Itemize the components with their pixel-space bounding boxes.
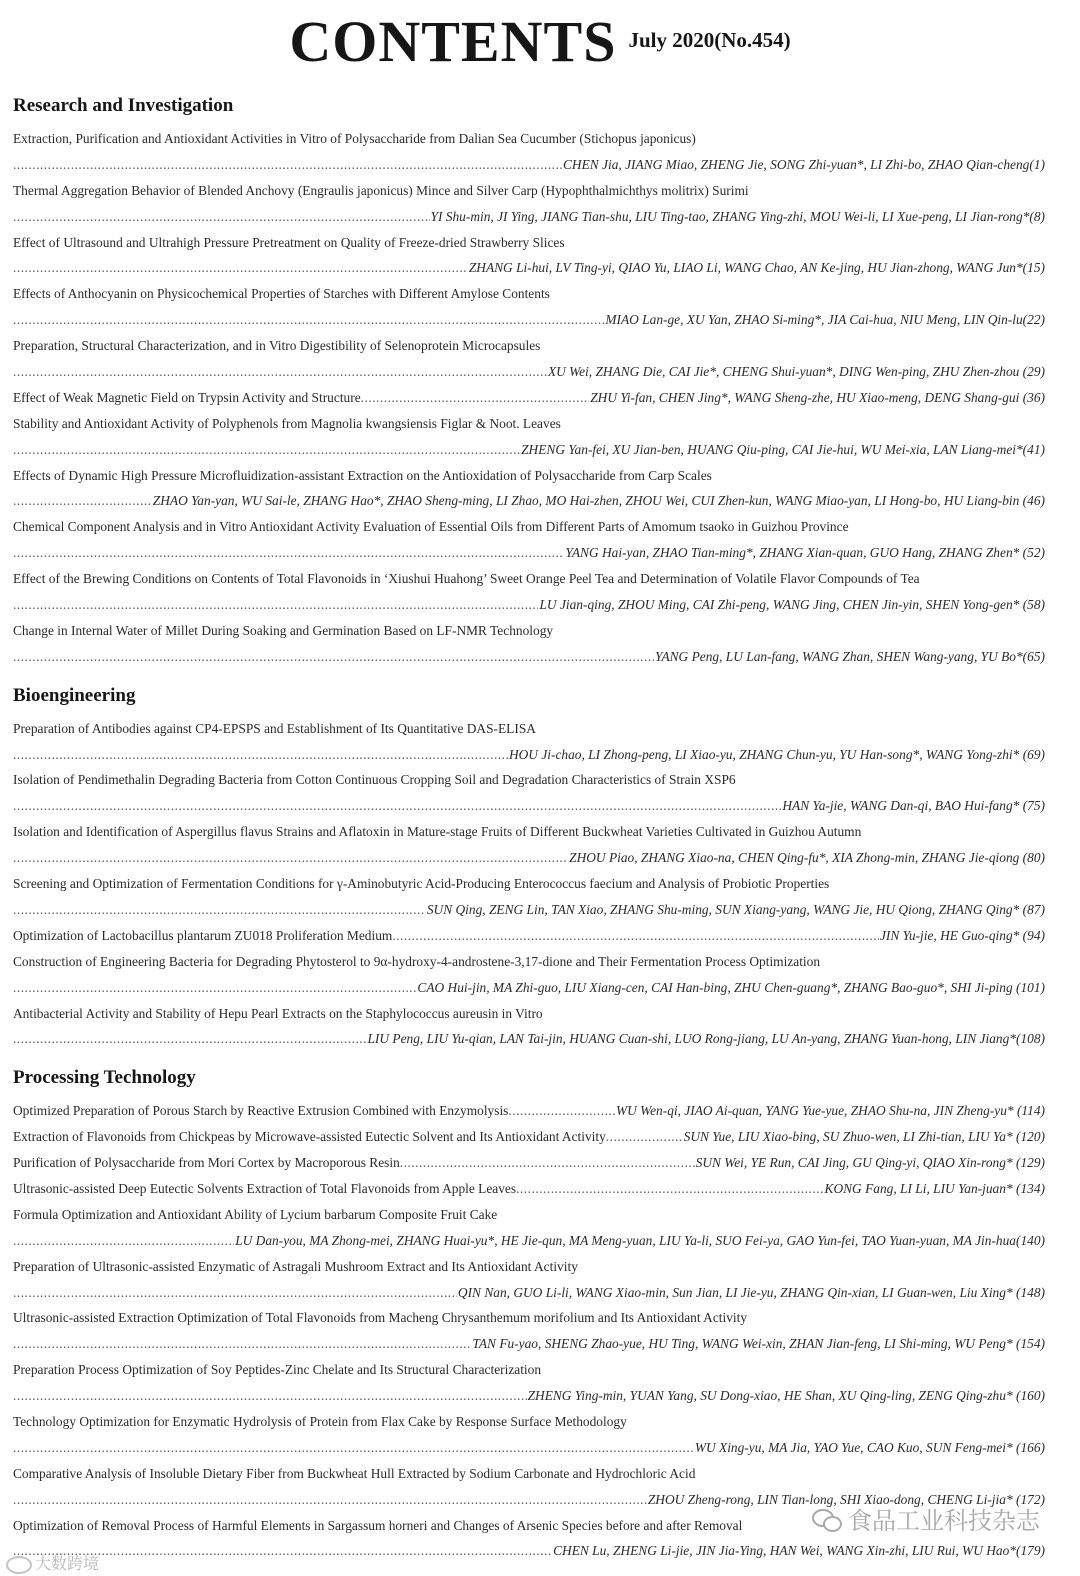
wechat-icon (812, 1507, 842, 1531)
toc-entry[interactable] (13, 385, 1045, 411)
toc-entry[interactable] (13, 126, 1045, 178)
toc-entry[interactable] (13, 411, 1045, 463)
entry-author-line (13, 359, 1045, 385)
dot-leader (13, 255, 468, 281)
page-header (0, 8, 1080, 74)
entry-author-line (13, 975, 1045, 1001)
entry-author-line (13, 540, 1045, 566)
entry-title: Technology Optimization for Enzymatic Hydrolysis of Protein from Flax Cake by Response Surface Methodology (13, 1413, 627, 1429)
entry-authors: TAN Fu-yao, SHENG Zhao-yue, HU Ting, WANG Wei-xin, ZHAN Jian-feng, LI Shi-ming, WU Peng* (154) (472, 1336, 1045, 1352)
entry-authors: WU Wen-qi, JIAO Ai-quan, YANG Yue-yue, ZHAO Shu-na, JIN Zheng-yu* (114) (616, 1103, 1045, 1119)
dot-leader (13, 1383, 527, 1409)
entry-authors: MIAO Lan-ge, XU Yan, ZHAO Si-ming*, JIA Cai-hua, NIU Meng, LIN Qin-lu(22) (605, 312, 1045, 328)
toc-section (13, 86, 1045, 676)
entry-title: Extraction, Purification and Antioxidant Activities in Vitro of Polysaccharide from Dalian Sea Cucumber (Stichopus japonicus) (13, 131, 696, 146)
dot-leader (13, 592, 538, 618)
entry-title: Effect of the Brewing Conditions on Contents of Total Flavonoids in ‘Xiushui Huahong’ Sweet Orange Peel Tea and Determination of Volatile Flavor Compounds of Tea (13, 571, 920, 587)
toc-entry[interactable] (13, 1202, 1045, 1254)
entry-authors: HAN Ya-jie, WANG Dan-qi, BAO Hui-fang* (75) (782, 798, 1045, 814)
dot-leader (13, 793, 781, 819)
dot-leader (13, 742, 508, 768)
entry-authors: ZHENG Yan-fei, XU Jian-ben, HUANG Qiu-ping, CAI Jie-hui, WU Mei-xia, LAN Liang-mei*(41) (521, 441, 1045, 457)
entry-line (13, 385, 1045, 411)
issue-label: July 2020(No.454) (628, 28, 791, 52)
toc-entry[interactable] (13, 923, 1045, 949)
entry-authors: ZHU Yi-fan, CHEN Jing*, WANG Sheng-zhe, HU Xiao-meng, DENG Shang-gui (36) (590, 389, 1045, 405)
dot-leader (13, 540, 564, 566)
dot-leader (13, 204, 430, 230)
entry-line (13, 1098, 1045, 1124)
entry-author-line (13, 592, 1045, 618)
dot-leader (361, 385, 590, 411)
watermark-left-text: 大数跨境 (35, 1554, 100, 1573)
entry-authors: WU Xing-yu, MA Jia, YAO Yue, CAO Kuo, SUN Feng-mei* (166) (694, 1439, 1045, 1455)
toc-entry[interactable] (13, 230, 1045, 282)
entry-title: Formula Optimization and Antioxidant Ability of Lycium barbarum Composite Fruit Cake (13, 1206, 498, 1222)
toc-entry[interactable] (13, 1124, 1045, 1150)
toc-entry[interactable] (13, 333, 1045, 385)
dot-leader (13, 437, 520, 463)
dot-leader (13, 1280, 457, 1306)
entry-author-line (13, 1331, 1045, 1357)
entry-author-line (13, 845, 1045, 871)
toc-entry[interactable] (13, 281, 1045, 333)
dot-leader (13, 359, 547, 385)
entry-author-line (13, 1435, 1045, 1461)
entry-author-line (13, 793, 1045, 819)
entry-title: Ultrasonic-assisted Extraction Optimization of Total Flavonoids from Macheng Chrysanthemum morifolium and Its Antioxidant Activity (13, 1310, 748, 1326)
toc-entry[interactable] (13, 618, 1045, 670)
toc-entry[interactable] (13, 463, 1045, 515)
entry-authors: SUN Qing, ZENG Lin, TAN Xiao, ZHANG Shu-ming, SUN Xiang-yang, WANG Jie, HU Qiong, ZHANG Qing* (87) (426, 901, 1045, 917)
entry-title: Effects of Anthocyanin on Physicochemical Properties of Starches with Different Amylose Contents (13, 286, 550, 302)
entry-title: Optimized Preparation of Porous Starch by Reactive Extrusion Combined with Enzymolysis (13, 1103, 509, 1119)
entry-author-line (13, 437, 1045, 463)
section-title: Research and Investigation (13, 95, 234, 116)
entry-title: Thermal Aggregation Behavior of Blended Anchovy (Engraulis japonicus) Mince and Silver Carp (Hypophthalmichthys molitrix) Surimi (13, 182, 749, 198)
entry-title: Isolation of Pendimethalin Degrading Bacteria from Cotton Continuous Cropping Soil and Degradation Characteristics of Strain XSP6 (13, 772, 736, 788)
entry-authors: YI Shu-min, JI Ying, JIANG Tian-shu, LIU Ting-tao, ZHANG Ying-zhi, MOU Wei-li, LI Xue-peng, LI Jian-rong*(8) (430, 208, 1045, 224)
entry-authors: LIU Peng, LIU Yu-qian, LAN Tai-jin, HUANG Cuan-shi, LUO Rong-jiang, LU An-yang, ZHANG Yuan-hong, LIN Jiang*(108) (367, 1031, 1045, 1047)
entry-line (13, 1124, 1045, 1150)
dot-leader (13, 488, 152, 514)
entry-title: Isolation and Identification of Aspergillus flavus Strains and Aflatoxin in Mature-stage Fruits of Different Buckwheat Varieties Cultivated in Guizhou Autumn (13, 824, 862, 840)
entry-title: Preparation of Ultrasonic-assisted Enzymatic of Astragali Mushroom Extract and Its Antioxidant Activity (13, 1258, 578, 1274)
entry-authors: LU Jian-qing, ZHOU Ming, CAI Zhi-peng, WANG Jing, CHEN Jin-yin, SHEN Yong-gen* (58) (539, 597, 1045, 613)
entry-authors: ZHOU Piao, ZHANG Xiao-na, CHEN Qing-fu*, XIA Zhong-min, ZHANG Jie-qiong (80) (569, 850, 1045, 866)
brand-logo-icon (6, 1556, 32, 1574)
toc-entry[interactable] (13, 178, 1045, 230)
entry-author-line (13, 1383, 1045, 1409)
entry-title: Extraction of Flavonoids from Chickpeas by Microwave-assisted Eutectic Solvent and Its Antioxidant Activity (13, 1129, 606, 1145)
dot-leader (516, 1176, 823, 1202)
entry-title: Antibacterial Activity and Stability of Hepu Pearl Extracts on the Staphylococcus aureusin in Vitro (13, 1005, 543, 1021)
entry-authors: ZHENG Ying-min, YUAN Yang, SU Dong-xiao, HE Shan, XU Qing-ling, ZENG Qing-zhu* (160) (527, 1388, 1045, 1404)
watermark-left (6, 1551, 99, 1574)
toc-entry[interactable] (13, 1254, 1045, 1306)
entry-authors: KONG Fang, LI Li, LIU Yan-juan* (134) (824, 1180, 1045, 1196)
entry-author-line (13, 204, 1045, 230)
entry-line (13, 1150, 1045, 1176)
toc-entry[interactable] (13, 1409, 1045, 1461)
entry-author-line (13, 255, 1045, 281)
table-of-contents (13, 86, 1045, 1564)
entry-authors: CHEN Lu, ZHENG Li-jie, JIN Jia-Ying, HAN Wei, WANG Xin-zhi, LIU Rui, WU Hao*(179) (553, 1543, 1045, 1559)
toc-entry[interactable] (13, 1176, 1045, 1202)
toc-entry[interactable] (13, 949, 1045, 1001)
entry-authors: SUN Yue, LIU Xiao-bing, SU Zhuo-wen, LI Zhi-tian, LIU Ya* (120) (683, 1129, 1045, 1145)
entry-author-line (13, 488, 1045, 514)
entry-title: Comparative Analysis of Insoluble Dietary Fiber from Buckwheat Hull Extracted by Sodium Carbonate and Hydrochloric Acid (13, 1465, 696, 1481)
toc-entry[interactable] (13, 819, 1045, 871)
entry-authors: JIN Yu-jie, HE Guo-qing* (94) (879, 927, 1045, 943)
entry-authors: CAO Hui-jin, MA Zhi-guo, LIU Xiang-cen, CAI Han-bing, ZHU Chen-guang*, ZHANG Bao-guo*, SHI Ji-ping (101) (417, 979, 1045, 995)
entry-authors: SUN Wei, YE Run, CAI Jing, GU Qing-yi, QIAO Xin-rong* (129) (695, 1155, 1045, 1171)
entry-authors: LU Dan-you, MA Zhong-mei, ZHANG Huai-yu*, HE Jie-qun, MA Meng-yuan, LIU Ya-li, SUO Fei-ya, GAO Yun-fei, TAO Yuan-yuan, MA Jin-hua(140) (235, 1232, 1045, 1248)
section-title: Bioengineering (13, 684, 136, 706)
entry-title: Purification of Polysaccharide from Mori Cortex by Macroporous Resin (13, 1155, 400, 1171)
toc-section (13, 1058, 1045, 1564)
dot-leader (508, 1098, 615, 1124)
entry-author-line (13, 307, 1045, 333)
entry-author-line (13, 152, 1045, 178)
entry-author-line (13, 1026, 1045, 1052)
toc-entry[interactable] (13, 767, 1045, 819)
entry-title: Effect of Weak Magnetic Field on Trypsin Activity and Structure (13, 389, 361, 405)
dot-leader (392, 923, 879, 949)
toc-entry[interactable] (13, 1357, 1045, 1409)
dot-leader (13, 1435, 694, 1461)
entry-title: Preparation of Antibodies against CP4-EPSPS and Establishment of Its Quantitative DAS-ELISA (13, 720, 536, 736)
section-title: Processing Technology (13, 1067, 196, 1089)
dot-leader (13, 975, 416, 1001)
entry-title: Chemical Component Analysis and in Vitro Antioxidant Activity Evaluation of Essential Oils from Different Parts of Amomum tsaoko in Guizhou Province (13, 519, 849, 535)
dot-leader (13, 152, 562, 178)
toc-entry[interactable] (13, 1150, 1045, 1176)
entry-authors: YANG Hai-yan, ZHAO Tian-ming*, ZHANG Xian-quan, GUO Hang, ZHANG Zhen* (52) (565, 545, 1045, 561)
entry-title: Stability and Antioxidant Activity of Polyphenols from Magnolia kwangsiensis Figlar & Noot. Leaves (13, 415, 561, 431)
entry-authors: ZHOU Zheng-rong, LIN Tian-long, SHI Xiao-dong, CHENG Li-jia* (172) (647, 1491, 1045, 1507)
toc-entry[interactable] (13, 1001, 1045, 1053)
toc-entry[interactable] (13, 566, 1045, 618)
entry-authors: YANG Peng, LU Lan-fang, WANG Zhan, SHEN Wang-yang, YU Bo*(65) (654, 648, 1045, 664)
entry-title: Effect of Ultrasound and Ultrahigh Pressure Pretreatment on Quality of Freeze-dried Strawberry Slices (13, 234, 565, 250)
dot-leader (400, 1150, 695, 1176)
toc-entry[interactable] (13, 871, 1045, 923)
entry-authors: ZHAO Yan-yan, WU Sai-le, ZHANG Hao*, ZHAO Sheng-ming, LI Zhao, MO Hai-zhen, ZHOU Wei, CUI Zhen-kun, WANG Miao-yan, LI Hong-bo, HU Liang-bin (46) (152, 493, 1045, 509)
entry-authors: ZHANG Li-hui, LV Ting-yi, QIAO Yu, LIAO Li, WANG Chao, AN Ke-jing, HU Jian-zhong, WANG Jun*(15) (468, 260, 1045, 276)
entry-author-line (13, 644, 1045, 670)
entry-title: Effects of Dynamic High Pressure Microfluidization-assistant Extraction on the Antioxidation of Polysaccharide from Carp Scales (13, 467, 712, 483)
entry-title: Optimization of Lactobacillus plantarum ZU018 Proliferation Medium (13, 927, 393, 943)
entry-title: Preparation Process Optimization of Soy Peptides-Zinc Chelate and Its Structural Characterization (13, 1362, 542, 1378)
entry-line (13, 1176, 1045, 1202)
entry-title: Screening and Optimization of Fermentation Conditions for γ-Aminobutyric Acid-Producing Enterococcus faecium and Analysis of Probiotic Properties (13, 876, 830, 892)
toc-entry[interactable] (13, 1098, 1045, 1124)
entry-authors: XU Wei, ZHANG Die, CAI Jie*, CHENG Shui-yuan*, DING Wen-ping, ZHU Zhen-zhou (29) (547, 364, 1045, 380)
dot-leader (13, 307, 604, 333)
dot-leader (13, 1026, 366, 1052)
toc-entry[interactable] (13, 1305, 1045, 1357)
dot-leader (13, 845, 568, 871)
dot-leader (606, 1124, 683, 1150)
entry-author-line (13, 897, 1045, 923)
toc-section (13, 676, 1045, 1059)
entry-authors: HOU Ji-chao, LI Zhong-peng, LI Xiao-yu, ZHANG Chun-yu, YU Han-song*, WANG Yong-zhi* (69) (508, 746, 1045, 762)
toc-entry[interactable] (13, 514, 1045, 566)
entry-author-line (13, 1538, 1045, 1564)
dot-leader (13, 1331, 471, 1357)
toc-entry[interactable] (13, 716, 1045, 768)
entry-title: Construction of Engineering Bacteria for Degrading Phytosterol to 9α-hydroxy-4-androstene-3,17-dione and Their Fermentation Process Optimization (13, 953, 821, 969)
entry-author-line (13, 1280, 1045, 1306)
dot-leader (13, 1228, 234, 1254)
entry-authors: QIN Nan, GUO Li-li, WANG Xiao-min, Sun Jian, LI Jie-yu, ZHANG Qin-xian, LI Guan-wen, Liu Xing* (148) (457, 1284, 1045, 1300)
entry-authors: CHEN Jia, JIANG Miao, ZHENG Jie, SONG Zhi-yuan*, LI Zhi-bo, ZHAO Qian-cheng(1) (562, 156, 1045, 172)
entry-title: Change in Internal Water of Millet During Soaking and Germination Based on LF-NMR Technology (13, 622, 554, 638)
dot-leader (13, 644, 654, 670)
dot-leader (13, 1487, 647, 1513)
watermark-right (812, 1501, 1040, 1536)
watermark-right-text: 食品工业科技杂志 (848, 1507, 1040, 1535)
entry-author-line (13, 1228, 1045, 1254)
dot-leader (13, 897, 426, 923)
entry-title: Preparation, Structural Characterization, and in Vitro Digestibility of Selenoprotein Microcapsules (13, 338, 541, 354)
entry-title: Optimization of Removal Process of Harmful Elements in Sargassum horneri and Changes of Arsenic Species before and after Removal (13, 1517, 743, 1533)
entry-line (13, 923, 1045, 949)
contents-title: CONTENTS (289, 9, 617, 74)
entry-title: Ultrasonic-assisted Deep Eutectic Solvents Extraction of Total Flavonoids from Apple Leaves (13, 1180, 517, 1196)
entry-author-line (13, 742, 1045, 768)
